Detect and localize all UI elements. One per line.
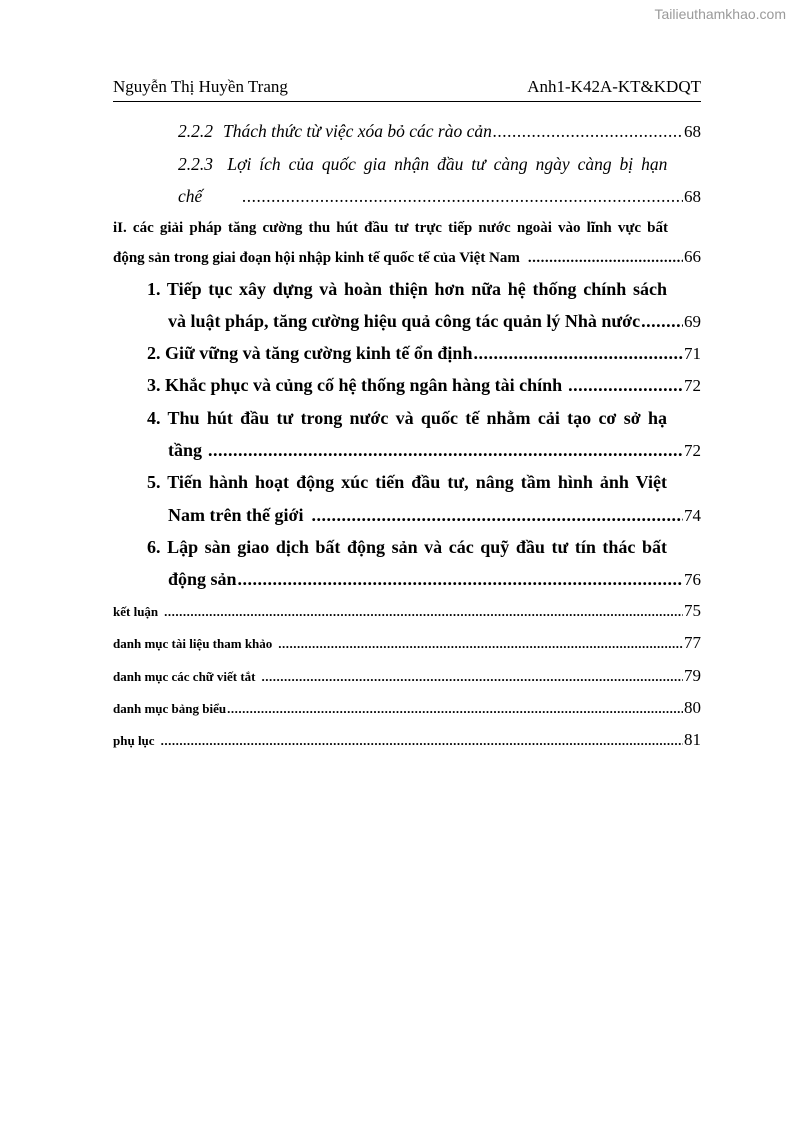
toc-title-line2: và luật pháp, tăng cường hiệu quả công tác quản lý Nhà nước <box>168 311 641 331</box>
toc-title-line1: Lợi ích của quốc gia nhận đầu tư càng ngày càng bị hạn <box>227 154 668 174</box>
watermark: Tailieuthamkhao.com <box>654 6 786 22</box>
toc-page: 81 <box>684 730 701 749</box>
toc-leader <box>238 569 683 590</box>
toc-item-5-line1[interactable]: 5. Tiến hành hoạt động xúc tiến đầu tư, nâng tầm hình ảnh Việt <box>147 472 667 492</box>
toc-leader <box>278 636 683 652</box>
toc-leader <box>641 311 683 332</box>
toc-title-line2: Nam trên thế giới <box>168 505 304 525</box>
toc-page: 75 <box>684 601 701 620</box>
toc-leader <box>568 375 683 396</box>
toc-title: 3. Khắc phục và củng cố hệ thống ngân hàng tài chính <box>147 375 563 395</box>
toc-item-5[interactable] <box>168 505 701 526</box>
toc-page: 68 <box>684 122 701 141</box>
toc-title-line2: chế <box>178 186 203 206</box>
toc-page: 69 <box>684 312 701 331</box>
toc-page: 79 <box>684 666 701 685</box>
toc-item-2[interactable] <box>147 343 701 364</box>
toc-leader <box>208 440 683 461</box>
toc-title: Thách thức từ việc xóa bỏ các rào cản <box>223 121 492 141</box>
toc-number: 2.2.2 <box>178 121 213 141</box>
toc-item-1-line1[interactable]: 1. Tiếp tục xây dựng và hoàn thiện hơn nữa hệ thống chính sách <box>147 279 667 299</box>
toc-ket-luan[interactable] <box>113 601 701 621</box>
toc-leader <box>311 505 683 526</box>
toc-leader <box>242 186 683 207</box>
author-name: Nguyễn Thị Huyền Trang <box>113 77 288 96</box>
toc-item-1[interactable] <box>168 311 701 332</box>
toc-title: kết luận <box>113 604 159 619</box>
toc-leader <box>473 343 683 364</box>
toc-page: 74 <box>684 506 701 525</box>
toc-number: 2.2.3 <box>178 154 213 174</box>
toc-page: 66 <box>684 247 701 266</box>
toc-page: 68 <box>684 187 701 206</box>
toc-page: 72 <box>684 441 701 460</box>
toc-page: 71 <box>684 344 701 363</box>
toc-appendix[interactable] <box>113 730 701 750</box>
toc-references[interactable] <box>113 633 701 653</box>
toc-item-6[interactable] <box>168 569 701 590</box>
toc-page: 80 <box>684 698 701 717</box>
toc-leader <box>493 121 683 142</box>
page-header <box>113 77 701 99</box>
toc-leader <box>261 669 683 685</box>
toc-entry-2-2-3[interactable] <box>178 154 668 175</box>
toc-title: danh mục các chữ viết tắt <box>113 669 256 684</box>
toc-page: 72 <box>684 376 701 395</box>
class-code: Anh1-K42A-KT&KDQT <box>527 77 701 96</box>
toc-title-line2: tầng <box>168 440 203 460</box>
toc-title: phụ lục <box>113 733 155 748</box>
toc-item-4-line1[interactable]: 4. Thu hút đầu tư trong nước và quốc tế nhằm cải tạo cơ sở hạ <box>147 408 667 428</box>
toc-leader <box>164 604 683 620</box>
toc-title: danh mục tài liệu tham khảo <box>113 636 273 651</box>
toc-title-line2: động sản trong giai đoạn hội nhập kinh tế quốc tế của Việt Nam <box>113 250 520 266</box>
toc-entry-2-2-2[interactable] <box>178 121 701 142</box>
toc-section-ii-line1[interactable]: iI. các giải pháp tăng cường thu hút đầu tư trực tiếp nước ngoài vào lĩnh vực bất <box>113 220 668 236</box>
toc-abbreviations[interactable] <box>113 666 701 686</box>
toc-leader <box>528 250 683 267</box>
toc-section-ii[interactable] <box>113 247 701 267</box>
toc-leader <box>161 733 683 749</box>
toc-item-6-line1[interactable]: 6. Lập sàn giao dịch bất động sản và các quỹ đầu tư tín thác bất <box>147 537 667 557</box>
toc-page: 77 <box>684 633 701 652</box>
toc-item-3[interactable] <box>147 375 701 396</box>
toc-item-4[interactable] <box>168 440 701 461</box>
toc-leader <box>227 701 683 717</box>
toc-title: danh mục bảng biểu <box>113 701 227 716</box>
toc-tables[interactable] <box>113 698 701 718</box>
header-rule <box>113 101 701 102</box>
toc-page: 76 <box>684 570 701 589</box>
toc-title: 2. Giữ vững và tăng cường kinh tế ổn định <box>147 343 473 363</box>
toc-entry-2-2-3-cont[interactable] <box>178 186 701 207</box>
toc-title-line2: động sản <box>168 569 237 589</box>
